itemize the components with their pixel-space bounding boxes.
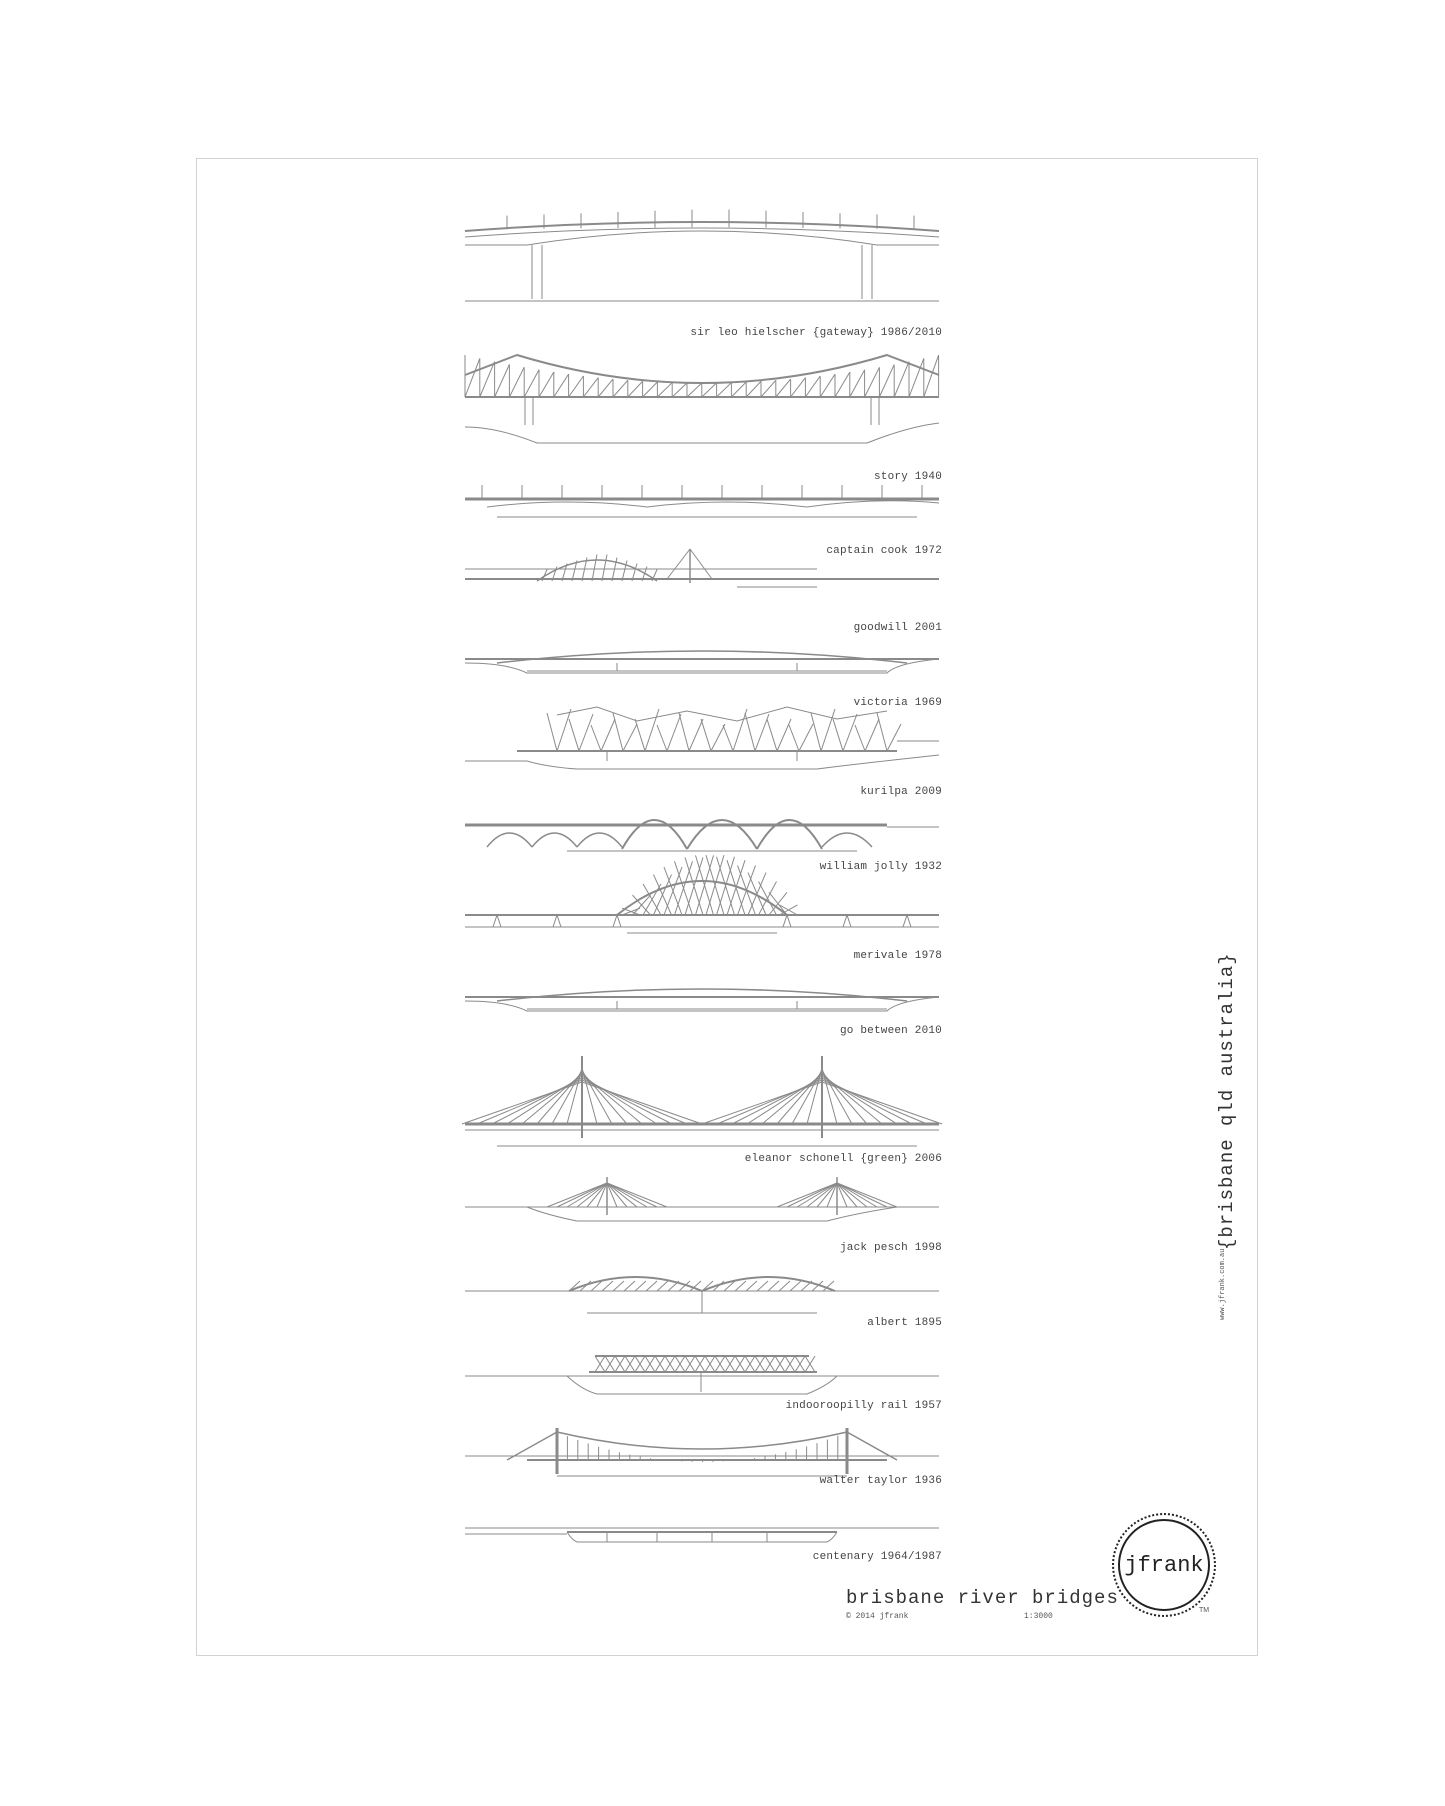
line (657, 1281, 668, 1291)
line (820, 374, 835, 397)
poster-frame (196, 158, 1258, 1656)
line (569, 376, 584, 397)
line (768, 1281, 779, 1291)
trademark-mark: TM (1199, 1607, 1210, 1614)
line (623, 724, 637, 751)
bridge-caption: sir leo hielscher {gateway} 1986/2010 (690, 327, 942, 339)
line (613, 380, 628, 397)
path (465, 228, 939, 237)
line (602, 555, 607, 582)
line (524, 370, 539, 397)
line (761, 380, 776, 397)
line (628, 381, 643, 397)
path (493, 915, 501, 927)
line (689, 719, 703, 751)
line (701, 719, 711, 751)
line (731, 382, 746, 397)
path (465, 222, 939, 231)
path (903, 915, 911, 927)
line (790, 1281, 801, 1291)
path (487, 501, 939, 507)
line (583, 378, 598, 397)
line (789, 725, 799, 751)
line (865, 719, 879, 751)
logo-text: jfrank (1124, 1552, 1204, 1578)
line (509, 367, 524, 397)
line (657, 725, 667, 751)
bridge-caption: walter taylor 1936 (819, 1475, 942, 1487)
line (635, 719, 645, 751)
line (591, 725, 601, 751)
line (746, 381, 761, 397)
line (799, 724, 813, 751)
path (553, 915, 561, 927)
line (495, 365, 510, 397)
bridge-elevation (465, 1528, 939, 1542)
line (833, 719, 843, 751)
path (577, 833, 622, 847)
bridge-elevation (465, 1356, 939, 1394)
bridge-caption: centenary 1964/1987 (812, 1551, 942, 1563)
path (497, 989, 907, 1001)
path (465, 231, 939, 245)
line (690, 549, 712, 579)
bridge-caption: captain cook 1972 (826, 545, 942, 557)
line (879, 365, 894, 397)
bridge-elevation (465, 355, 939, 443)
location-label: {brisbane qld australia} (1216, 952, 1238, 1250)
bridge-elevation (465, 210, 939, 301)
line (865, 367, 880, 397)
path (822, 833, 872, 847)
line (850, 370, 865, 397)
line (687, 383, 702, 397)
line (613, 1281, 624, 1291)
line (643, 382, 658, 397)
bridge-caption: victoria 1969 (853, 697, 942, 709)
line (746, 1281, 757, 1291)
line (601, 719, 615, 751)
bridge-caption: kurilpa 2009 (860, 786, 942, 798)
bridge-caption: william jolly 1932 (819, 861, 942, 873)
scale-note: 1:3000 (1024, 1612, 1053, 1621)
line (624, 1281, 635, 1291)
line (735, 1281, 746, 1291)
line (657, 383, 672, 397)
line (757, 1281, 768, 1291)
path (567, 1532, 577, 1542)
line (779, 1281, 790, 1291)
path (465, 423, 939, 443)
bridge-elevations (197, 159, 1257, 1655)
line (557, 709, 571, 751)
path (613, 915, 621, 927)
line (539, 372, 554, 397)
poster-title: brisbane river bridges (846, 1587, 1119, 1609)
line (702, 383, 717, 397)
line (579, 714, 593, 751)
bridge-caption: indooroopilly rail 1957 (785, 1400, 942, 1412)
line (592, 555, 597, 582)
logo-inner-ring (1118, 1519, 1210, 1611)
bridge-elevation (465, 1428, 939, 1476)
line (667, 549, 690, 579)
bridge-caption: go between 2010 (839, 1025, 942, 1037)
bridge-caption: jack pesch 1998 (839, 1242, 942, 1254)
bridge-caption: eleanor schonell {green} 2006 (744, 1153, 942, 1165)
line (767, 719, 777, 751)
line (547, 713, 557, 751)
bridge-caption: albert 1895 (867, 1317, 942, 1329)
line (723, 725, 733, 751)
path (557, 707, 887, 721)
path (497, 651, 907, 663)
line (805, 376, 820, 397)
line (672, 383, 687, 397)
bridge-elevation (465, 651, 939, 673)
jfrank-logo (1112, 1513, 1216, 1617)
path (783, 915, 791, 927)
line (554, 374, 569, 397)
path (843, 915, 851, 927)
line (887, 724, 901, 751)
line (843, 714, 857, 751)
line (607, 1183, 647, 1207)
line (465, 358, 480, 397)
line (613, 713, 623, 751)
line (733, 709, 747, 751)
line (645, 709, 659, 751)
line (679, 713, 689, 751)
path (827, 1532, 837, 1542)
path (532, 833, 577, 847)
line (791, 378, 806, 397)
bridge-elevation (465, 989, 939, 1011)
line (567, 1183, 607, 1207)
line (894, 362, 909, 397)
bridge-caption: goodwill 2001 (853, 622, 942, 634)
line (924, 355, 939, 397)
path (537, 560, 657, 581)
bridge-elevation (465, 1177, 939, 1221)
line (835, 372, 850, 397)
bridge-elevation (465, 707, 939, 769)
line (717, 383, 732, 397)
bridge-elevation (465, 485, 939, 517)
path (465, 355, 939, 383)
line (569, 719, 579, 751)
bridge-caption: story 1940 (873, 471, 942, 483)
line (667, 714, 681, 751)
line (598, 379, 613, 397)
line (776, 379, 791, 397)
line (837, 1183, 877, 1207)
path (465, 755, 939, 769)
line (635, 1281, 646, 1291)
bridge-elevation (465, 820, 939, 851)
path (465, 1376, 837, 1394)
bridge-elevation (462, 1056, 942, 1146)
line (855, 725, 865, 751)
line (811, 713, 821, 751)
bridge-elevation (465, 1277, 939, 1313)
line (711, 724, 725, 751)
copyright-note: © 2014 jfrank (846, 1612, 909, 1621)
line (777, 719, 791, 751)
website-label: www.jfrank.com.au (1219, 1248, 1227, 1320)
path (465, 1207, 897, 1221)
line (602, 1281, 613, 1291)
line (646, 1281, 657, 1291)
line (797, 1183, 837, 1207)
line (877, 713, 887, 751)
bridge-caption: merivale 1978 (853, 950, 942, 962)
path (487, 833, 532, 847)
